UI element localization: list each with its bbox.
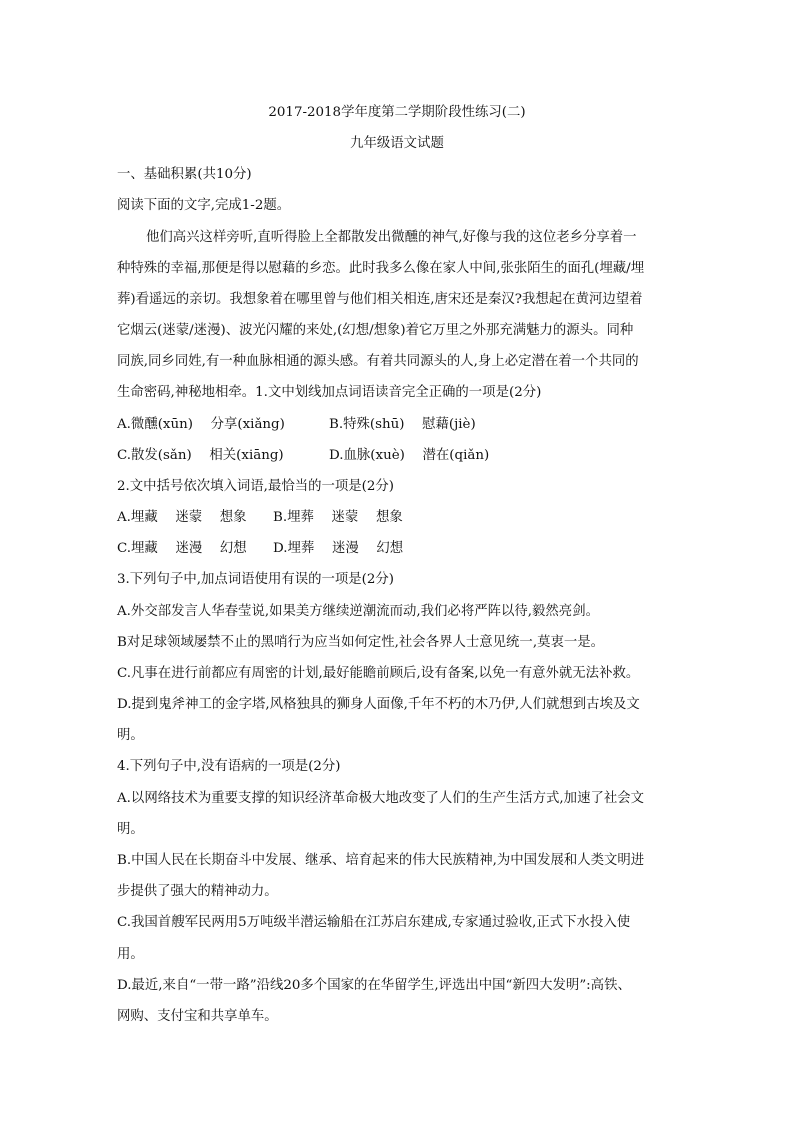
q3-stem: 3.下列句子中,加点词语使用有误的一项是(2分) (117, 572, 395, 587)
q4-option-b-line-1: B.中国人民在长期奋斗中发展、继承、培育起来的伟大民族精神,为中国发展和人类文明进 (117, 853, 645, 868)
passage-line-4: 它烟云(迷蒙/迷漫)、波光闪耀的来处,(幻想/想象)着它万里之外那充满魅力的源头。同种 (117, 323, 634, 338)
reading-instruction: 阅读下面的文字,完成1-2题。 (117, 198, 291, 213)
q1-option-b: B.特殊(shū) 慰藉(jiè) (329, 417, 476, 432)
section-heading: 一、基础积累(共10分) (117, 167, 252, 182)
q4-option-c-line-2: 用。 (117, 947, 144, 962)
q4-option-c-line-1: C.我国首艘军民两用5万吨级半潜运输船在江苏启东建成,专家通过验收,正式下水投入使 (117, 915, 631, 930)
q3-option-a: A.外交部发言人华春莹说,如果美方继续逆潮流而动,我们必将严阵以待,毅然亮剑。 (117, 604, 599, 619)
exam-title: 2017-2018学年度第二学期阶段性练习(二) (268, 105, 526, 120)
q2-option-d: D.埋葬 迷漫 幻想 (273, 541, 404, 556)
q4-option-b-line-2: 步提供了强大的精神动力。 (117, 884, 278, 899)
q1-options-row-2 (117, 447, 489, 465)
q2-stem: 2.文中括号依次填入词语,最恰当的一项是(2分) (117, 479, 395, 494)
q1-option-a: A.微醺(xūn) 分享(xiǎng) (117, 417, 285, 432)
q4-option-d-line-2: 网购、支付宝和共享单车。 (117, 1009, 278, 1024)
q4-option-d-line-1: D.最近,来自“一带一路”沿线20多个国家的在华留学生,评选出中国“新四大发明”:高铁、 (117, 978, 631, 993)
q1-option-c: C.散发(sǎn) 相关(xiāng) (117, 448, 284, 463)
passage-line-2: 种特殊的幸福,那便是得以慰藉的乡恋。此时我多么像在家人中间,张张陌生的面孔(埋藏/埋 (117, 261, 645, 276)
passage-line-6-q1-stem: 生命密码,神秘地相牵。1.文中划线加点词语读音完全正确的一项是(2分) (117, 385, 542, 400)
q3-option-d-line-1: D.提到鬼斧神工的金字塔,风格独具的狮身人面像,千年不朽的木乃伊,人们就想到古埃及文 (117, 697, 640, 712)
q4-option-a-line-2: 明。 (117, 822, 144, 837)
q2-options-row-1 (117, 509, 403, 527)
q2-option-a: A.埋藏 迷蒙 想象 (117, 510, 247, 525)
passage-line-3: 葬)看遥远的亲切。我想象着在哪里曾与他们相关相连,唐宋还是秦汉?我想起在黄河边望着 (117, 292, 643, 307)
q2-option-c: C.埋藏 迷漫 幻想 (117, 541, 247, 556)
q1-options-row-1 (117, 416, 476, 434)
passage-line-5: 同族,同乡同姓,有一种血脉相通的源头感。有着共同源头的人,身上必定潜在着一个共同的 (117, 354, 639, 369)
q4-option-a-line-1: A.以网络技术为重要支撑的知识经济革命极大地改变了人们的生产生活方式,加速了社会文 (117, 791, 645, 806)
q2-option-b: B.埋葬 迷蒙 想象 (273, 510, 403, 525)
passage-line-1: 他们高兴这样旁听,直听得脸上全都散发出微醺的神气,好像与我的这位老乡分享着一 (146, 230, 637, 245)
q4-stem: 4.下列句子中,没有语病的一项是(2分) (117, 759, 341, 774)
q3-option-b: B对足球领域屡禁不止的黑哨行为应当如何定性,社会各界人士意见统一,莫衷一是。 (117, 635, 605, 650)
q3-option-c: C.凡事在进行前都应有周密的计划,最好能瞻前顾后,设有备案,以免一有意外就无法补救。 (117, 666, 640, 681)
exam-subtitle: 九年级语文试题 (350, 136, 444, 151)
q1-option-d: D.血脉(xuè) 潜在(qiǎn) (329, 448, 490, 463)
q3-option-d-line-2: 明。 (117, 728, 144, 743)
q2-options-row-2 (117, 540, 403, 558)
